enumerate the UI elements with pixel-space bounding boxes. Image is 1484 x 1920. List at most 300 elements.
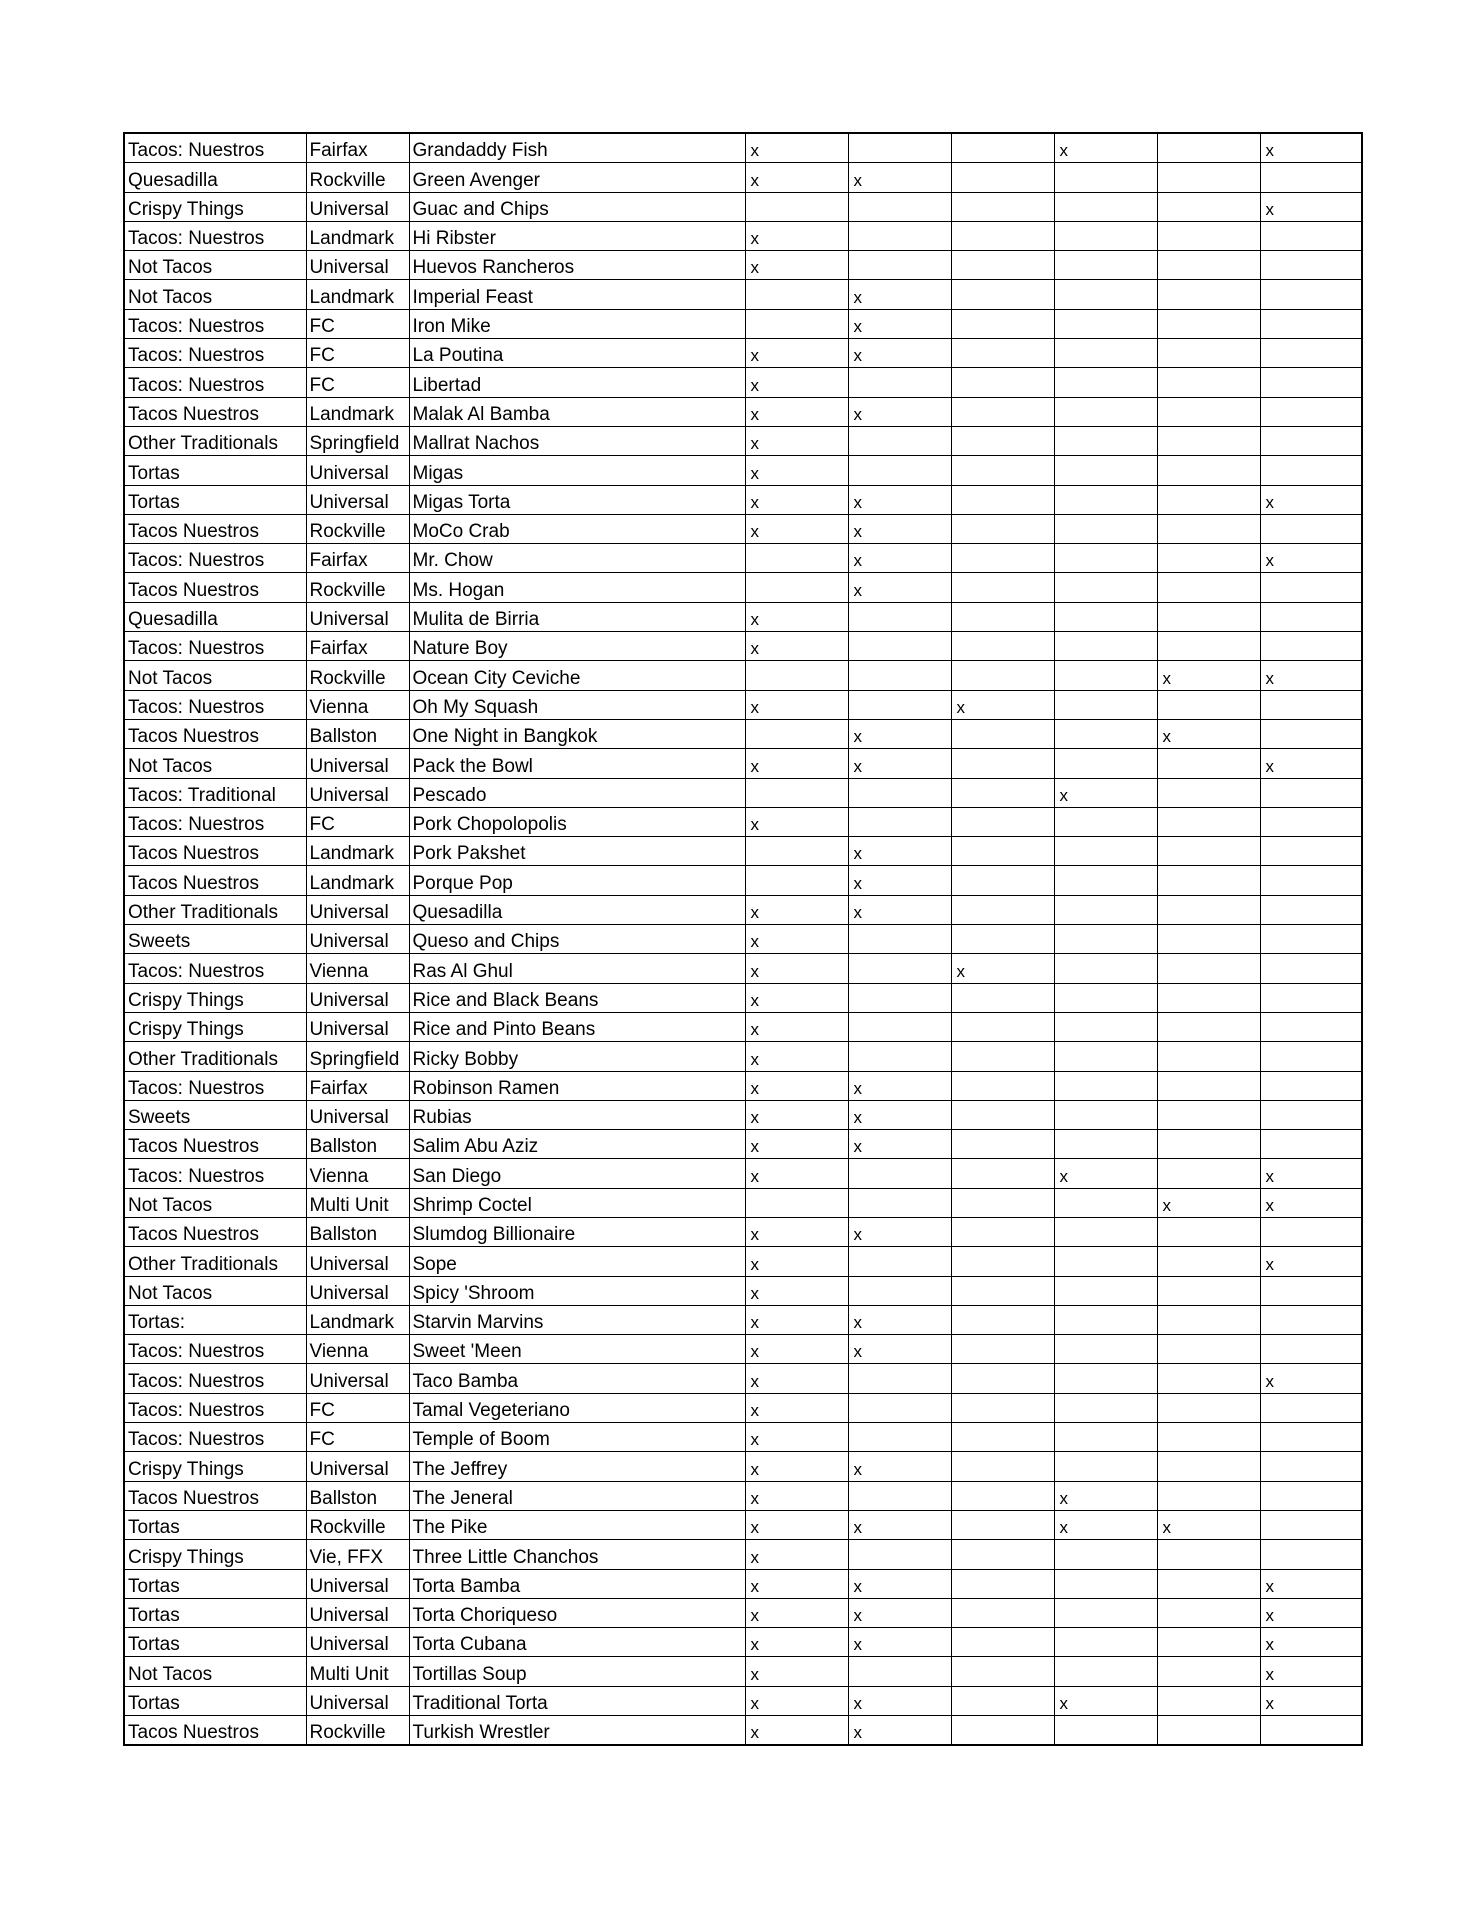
mark-cell-5 — [1157, 1598, 1260, 1627]
mark-cell-2 — [848, 1393, 951, 1422]
mark-cell-5 — [1157, 954, 1260, 983]
category-cell: Tacos: Nuestros — [124, 632, 306, 661]
location-cell: FC — [306, 1423, 409, 1452]
table-row — [124, 368, 1362, 397]
location-cell: Universal — [306, 1276, 409, 1305]
table-row — [124, 1716, 1362, 1746]
mark-cell-5 — [1157, 280, 1260, 309]
mark-cell-4 — [1054, 1452, 1157, 1481]
location-cell: Vienna — [306, 1335, 409, 1364]
category-cell: Tacos Nuestros — [124, 514, 306, 543]
mark-cell-5 — [1157, 514, 1260, 543]
mark-cell-6 — [1260, 1481, 1362, 1510]
mark-cell-6: x — [1260, 1364, 1362, 1393]
item-name-cell: Guac and Chips — [409, 192, 745, 221]
mark-cell-4 — [1054, 837, 1157, 866]
mark-cell-2 — [848, 602, 951, 631]
location-cell: Rockville — [306, 1510, 409, 1539]
table-row — [124, 1540, 1362, 1569]
table-row — [124, 1510, 1362, 1539]
mark-cell-4 — [1054, 1276, 1157, 1305]
mark-cell-6: x — [1260, 1657, 1362, 1686]
item-name-cell: Robinson Ramen — [409, 1071, 745, 1100]
mark-cell-2 — [848, 690, 951, 719]
mark-cell-1: x — [745, 1628, 848, 1657]
mark-cell-1: x — [745, 1071, 848, 1100]
mark-cell-4 — [1054, 895, 1157, 924]
mark-cell-6: x — [1260, 1598, 1362, 1627]
category-cell: Crispy Things — [124, 1452, 306, 1481]
mark-cell-5 — [1157, 1100, 1260, 1129]
mark-cell-6 — [1260, 1452, 1362, 1481]
table-row — [124, 1130, 1362, 1159]
mark-cell-1: x — [745, 368, 848, 397]
mark-cell-3 — [951, 719, 1054, 748]
mark-cell-2 — [848, 368, 951, 397]
mark-cell-5 — [1157, 1159, 1260, 1188]
mark-cell-3 — [951, 280, 1054, 309]
table-row — [124, 309, 1362, 338]
mark-cell-3 — [951, 1276, 1054, 1305]
mark-cell-1: x — [745, 133, 848, 163]
item-name-cell: Taco Bamba — [409, 1364, 745, 1393]
mark-cell-6 — [1260, 895, 1362, 924]
mark-cell-5 — [1157, 983, 1260, 1012]
mark-cell-4 — [1054, 1628, 1157, 1657]
item-name-cell: Salim Abu Aziz — [409, 1130, 745, 1159]
mark-cell-3 — [951, 1364, 1054, 1393]
mark-cell-1: x — [745, 397, 848, 426]
mark-cell-4 — [1054, 1393, 1157, 1422]
mark-cell-6 — [1260, 719, 1362, 748]
item-name-cell: Hi Ribster — [409, 221, 745, 250]
category-cell: Not Tacos — [124, 749, 306, 778]
mark-cell-3 — [951, 309, 1054, 338]
mark-cell-6: x — [1260, 544, 1362, 573]
mark-cell-3 — [951, 456, 1054, 485]
table-row — [124, 1569, 1362, 1598]
item-name-cell: Malak Al Bamba — [409, 397, 745, 426]
mark-cell-3 — [951, 1569, 1054, 1598]
item-name-cell: Torta Cubana — [409, 1628, 745, 1657]
location-cell: Rockville — [306, 661, 409, 690]
mark-cell-2 — [848, 1540, 951, 1569]
category-cell: Not Tacos — [124, 1188, 306, 1217]
mark-cell-5 — [1157, 133, 1260, 163]
item-name-cell: Imperial Feast — [409, 280, 745, 309]
table-row — [124, 1100, 1362, 1129]
mark-cell-1: x — [745, 1217, 848, 1246]
mark-cell-5 — [1157, 544, 1260, 573]
location-cell: Universal — [306, 895, 409, 924]
mark-cell-4 — [1054, 485, 1157, 514]
category-cell: Tortas — [124, 485, 306, 514]
item-name-cell: Migas Torta — [409, 485, 745, 514]
mark-cell-2: x — [848, 397, 951, 426]
location-cell: Universal — [306, 1452, 409, 1481]
mark-cell-4 — [1054, 954, 1157, 983]
mark-cell-4 — [1054, 221, 1157, 250]
location-cell: Ballston — [306, 1481, 409, 1510]
category-cell: Tacos Nuestros — [124, 1217, 306, 1246]
mark-cell-4 — [1054, 280, 1157, 309]
category-cell: Tacos: Nuestros — [124, 309, 306, 338]
item-name-cell: MoCo Crab — [409, 514, 745, 543]
location-cell: Universal — [306, 1569, 409, 1598]
table-row — [124, 807, 1362, 836]
mark-cell-3 — [951, 163, 1054, 192]
item-name-cell: Tamal Vegeteriano — [409, 1393, 745, 1422]
mark-cell-3 — [951, 1042, 1054, 1071]
mark-cell-5 — [1157, 925, 1260, 954]
mark-cell-4 — [1054, 1188, 1157, 1217]
location-cell: Landmark — [306, 397, 409, 426]
item-name-cell: One Night in Bangkok — [409, 719, 745, 748]
mark-cell-1: x — [745, 1364, 848, 1393]
mark-cell-2 — [848, 778, 951, 807]
item-name-cell: Pork Pakshet — [409, 837, 745, 866]
mark-cell-6 — [1260, 1540, 1362, 1569]
category-cell: Tacos: Traditional — [124, 778, 306, 807]
mark-cell-6 — [1260, 426, 1362, 455]
category-cell: Tacos: Nuestros — [124, 544, 306, 573]
mark-cell-5 — [1157, 1569, 1260, 1598]
mark-cell-3 — [951, 602, 1054, 631]
category-cell: Tacos: Nuestros — [124, 1159, 306, 1188]
location-cell: Landmark — [306, 1305, 409, 1334]
mark-cell-4 — [1054, 1423, 1157, 1452]
mark-cell-1: x — [745, 1335, 848, 1364]
mark-cell-1: x — [745, 426, 848, 455]
category-cell: Quesadilla — [124, 163, 306, 192]
mark-cell-3 — [951, 1540, 1054, 1569]
location-cell: FC — [306, 368, 409, 397]
mark-cell-2 — [848, 807, 951, 836]
mark-cell-5 — [1157, 426, 1260, 455]
item-name-cell: Oh My Squash — [409, 690, 745, 719]
location-cell: Vienna — [306, 1159, 409, 1188]
mark-cell-4 — [1054, 397, 1157, 426]
mark-cell-2: x — [848, 749, 951, 778]
item-name-cell: Ricky Bobby — [409, 1042, 745, 1071]
mark-cell-6: x — [1260, 192, 1362, 221]
mark-cell-6 — [1260, 1305, 1362, 1334]
mark-cell-4 — [1054, 163, 1157, 192]
mark-cell-4 — [1054, 1335, 1157, 1364]
mark-cell-6 — [1260, 1716, 1362, 1746]
mark-cell-5 — [1157, 1071, 1260, 1100]
mark-cell-6 — [1260, 368, 1362, 397]
mark-cell-3 — [951, 749, 1054, 778]
table-row — [124, 1159, 1362, 1188]
mark-cell-4 — [1054, 1071, 1157, 1100]
mark-cell-5 — [1157, 1452, 1260, 1481]
table-row — [124, 602, 1362, 631]
table-row — [124, 661, 1362, 690]
location-cell: Universal — [306, 602, 409, 631]
mark-cell-6 — [1260, 807, 1362, 836]
category-cell: Other Traditionals — [124, 426, 306, 455]
location-cell: FC — [306, 309, 409, 338]
mark-cell-3 — [951, 1247, 1054, 1276]
mark-cell-1: x — [745, 1686, 848, 1715]
mark-cell-2: x — [848, 1686, 951, 1715]
mark-cell-2: x — [848, 837, 951, 866]
location-cell: Universal — [306, 749, 409, 778]
mark-cell-3 — [951, 133, 1054, 163]
table-row — [124, 719, 1362, 748]
mark-cell-1: x — [745, 983, 848, 1012]
item-name-cell: Ocean City Ceviche — [409, 661, 745, 690]
item-name-cell: Queso and Chips — [409, 925, 745, 954]
mark-cell-5 — [1157, 1540, 1260, 1569]
table-row — [124, 339, 1362, 368]
mark-cell-6: x — [1260, 1188, 1362, 1217]
mark-cell-2: x — [848, 719, 951, 748]
category-cell: Tacos Nuestros — [124, 397, 306, 426]
category-cell: Crispy Things — [124, 1540, 306, 1569]
table-row — [124, 925, 1362, 954]
table-row — [124, 1188, 1362, 1217]
mark-cell-1: x — [745, 954, 848, 983]
mark-cell-5 — [1157, 456, 1260, 485]
mark-cell-5 — [1157, 749, 1260, 778]
mark-cell-2: x — [848, 1716, 951, 1746]
mark-cell-2 — [848, 661, 951, 690]
table-row — [124, 1247, 1362, 1276]
mark-cell-4 — [1054, 1305, 1157, 1334]
mark-cell-4 — [1054, 1716, 1157, 1746]
mark-cell-6 — [1260, 1393, 1362, 1422]
mark-cell-6 — [1260, 778, 1362, 807]
mark-cell-1: x — [745, 251, 848, 280]
category-cell: Tacos Nuestros — [124, 866, 306, 895]
location-cell: Landmark — [306, 837, 409, 866]
mark-cell-1: x — [745, 925, 848, 954]
mark-cell-5 — [1157, 573, 1260, 602]
mark-cell-6 — [1260, 339, 1362, 368]
mark-cell-2: x — [848, 866, 951, 895]
category-cell: Tortas — [124, 456, 306, 485]
table-row — [124, 1012, 1362, 1041]
category-cell: Tacos Nuestros — [124, 719, 306, 748]
mark-cell-4 — [1054, 661, 1157, 690]
mark-cell-1: x — [745, 485, 848, 514]
mark-cell-1: x — [745, 895, 848, 924]
category-cell: Tacos: Nuestros — [124, 1423, 306, 1452]
category-cell: Tacos: Nuestros — [124, 807, 306, 836]
mark-cell-4: x — [1054, 1510, 1157, 1539]
table-row — [124, 1628, 1362, 1657]
mark-cell-6 — [1260, 602, 1362, 631]
mark-cell-3 — [951, 368, 1054, 397]
table-row — [124, 192, 1362, 221]
item-name-cell: Tortillas Soup — [409, 1657, 745, 1686]
mark-cell-1: x — [745, 1042, 848, 1071]
mark-cell-1: x — [745, 514, 848, 543]
item-name-cell: Torta Choriqueso — [409, 1598, 745, 1627]
mark-cell-5 — [1157, 807, 1260, 836]
category-cell: Tacos: Nuestros — [124, 1335, 306, 1364]
mark-cell-5: x — [1157, 1510, 1260, 1539]
mark-cell-2 — [848, 221, 951, 250]
mark-cell-4 — [1054, 544, 1157, 573]
category-cell: Crispy Things — [124, 1012, 306, 1041]
item-name-cell: Torta Bamba — [409, 1569, 745, 1598]
mark-cell-1: x — [745, 1393, 848, 1422]
location-cell: Landmark — [306, 866, 409, 895]
mark-cell-6 — [1260, 690, 1362, 719]
mark-cell-6 — [1260, 983, 1362, 1012]
mark-cell-4 — [1054, 925, 1157, 954]
table-row — [124, 1364, 1362, 1393]
item-name-cell: San Diego — [409, 1159, 745, 1188]
mark-cell-3 — [951, 1510, 1054, 1539]
mark-cell-5 — [1157, 1247, 1260, 1276]
mark-cell-5 — [1157, 837, 1260, 866]
mark-cell-6 — [1260, 251, 1362, 280]
location-cell: Fairfax — [306, 544, 409, 573]
mark-cell-3 — [951, 397, 1054, 426]
table-row — [124, 280, 1362, 309]
mark-cell-4 — [1054, 192, 1157, 221]
mark-cell-3 — [951, 925, 1054, 954]
item-name-cell: La Poutina — [409, 339, 745, 368]
mark-cell-1: x — [745, 1012, 848, 1041]
mark-cell-3 — [951, 1130, 1054, 1159]
mark-cell-2: x — [848, 1569, 951, 1598]
mark-cell-4 — [1054, 1364, 1157, 1393]
mark-cell-2 — [848, 426, 951, 455]
mark-cell-2 — [848, 632, 951, 661]
location-cell: Ballston — [306, 719, 409, 748]
mark-cell-2: x — [848, 280, 951, 309]
category-cell: Tortas — [124, 1510, 306, 1539]
mark-cell-3 — [951, 251, 1054, 280]
item-name-cell: Rice and Black Beans — [409, 983, 745, 1012]
mark-cell-2: x — [848, 163, 951, 192]
mark-cell-2 — [848, 192, 951, 221]
item-name-cell: Temple of Boom — [409, 1423, 745, 1452]
location-cell: Landmark — [306, 221, 409, 250]
category-cell: Not Tacos — [124, 280, 306, 309]
location-cell: Universal — [306, 456, 409, 485]
mark-cell-6 — [1260, 1423, 1362, 1452]
location-cell: Universal — [306, 1012, 409, 1041]
table-row — [124, 690, 1362, 719]
mark-cell-1 — [745, 1188, 848, 1217]
mark-cell-4: x — [1054, 778, 1157, 807]
item-name-cell: Porque Pop — [409, 866, 745, 895]
mark-cell-1: x — [745, 690, 848, 719]
table-row — [124, 837, 1362, 866]
mark-cell-6 — [1260, 573, 1362, 602]
table-row — [124, 1481, 1362, 1510]
mark-cell-5 — [1157, 690, 1260, 719]
mark-cell-2: x — [848, 1305, 951, 1334]
mark-cell-6: x — [1260, 749, 1362, 778]
mark-cell-5 — [1157, 1393, 1260, 1422]
mark-cell-2: x — [848, 485, 951, 514]
mark-cell-1: x — [745, 456, 848, 485]
mark-cell-5: x — [1157, 1188, 1260, 1217]
mark-cell-6 — [1260, 1335, 1362, 1364]
item-name-cell: Rubias — [409, 1100, 745, 1129]
mark-cell-2: x — [848, 544, 951, 573]
mark-cell-2: x — [848, 1335, 951, 1364]
mark-cell-2: x — [848, 1598, 951, 1627]
mark-cell-4 — [1054, 251, 1157, 280]
mark-cell-4 — [1054, 1598, 1157, 1627]
mark-cell-1: x — [745, 749, 848, 778]
mark-cell-3 — [951, 1071, 1054, 1100]
mark-cell-1 — [745, 544, 848, 573]
table-row — [124, 163, 1362, 192]
item-name-cell: The Jeffrey — [409, 1452, 745, 1481]
mark-cell-6 — [1260, 1012, 1362, 1041]
mark-cell-6 — [1260, 1042, 1362, 1071]
mark-cell-2 — [848, 925, 951, 954]
location-cell: Ballston — [306, 1130, 409, 1159]
item-name-cell: Slumdog Billionaire — [409, 1217, 745, 1246]
mark-cell-3 — [951, 1305, 1054, 1334]
location-cell: Vie, FFX — [306, 1540, 409, 1569]
table-row — [124, 1657, 1362, 1686]
mark-cell-1: x — [745, 1657, 848, 1686]
mark-cell-5 — [1157, 1130, 1260, 1159]
mark-cell-1 — [745, 661, 848, 690]
mark-cell-3 — [951, 1012, 1054, 1041]
location-cell: Vienna — [306, 954, 409, 983]
mark-cell-6 — [1260, 1217, 1362, 1246]
mark-cell-2: x — [848, 895, 951, 924]
item-name-cell: Ras Al Ghul — [409, 954, 745, 983]
table-row — [124, 1217, 1362, 1246]
mark-cell-4 — [1054, 866, 1157, 895]
location-cell: Universal — [306, 1364, 409, 1393]
mark-cell-6 — [1260, 280, 1362, 309]
mark-cell-5 — [1157, 339, 1260, 368]
mark-cell-5 — [1157, 221, 1260, 250]
table-row — [124, 1042, 1362, 1071]
mark-cell-3 — [951, 1686, 1054, 1715]
mark-cell-3 — [951, 514, 1054, 543]
mark-cell-4 — [1054, 719, 1157, 748]
category-cell: Tacos Nuestros — [124, 573, 306, 602]
item-name-cell: Libertad — [409, 368, 745, 397]
table-body — [124, 133, 1362, 1745]
item-name-cell: Pork Chopolopolis — [409, 807, 745, 836]
location-cell: Springfield — [306, 1042, 409, 1071]
mark-cell-3 — [951, 221, 1054, 250]
mark-cell-1 — [745, 280, 848, 309]
mark-cell-4 — [1054, 1012, 1157, 1041]
mark-cell-4: x — [1054, 1159, 1157, 1188]
mark-cell-5 — [1157, 368, 1260, 397]
item-name-cell: Mallrat Nachos — [409, 426, 745, 455]
mark-cell-6: x — [1260, 1686, 1362, 1715]
mark-cell-4 — [1054, 690, 1157, 719]
category-cell: Not Tacos — [124, 1276, 306, 1305]
mark-cell-2: x — [848, 1100, 951, 1129]
mark-cell-3 — [951, 1423, 1054, 1452]
mark-cell-5: x — [1157, 661, 1260, 690]
table-row — [124, 1071, 1362, 1100]
mark-cell-6: x — [1260, 1628, 1362, 1657]
item-name-cell: Sope — [409, 1247, 745, 1276]
mark-cell-4 — [1054, 1569, 1157, 1598]
mark-cell-2 — [848, 954, 951, 983]
